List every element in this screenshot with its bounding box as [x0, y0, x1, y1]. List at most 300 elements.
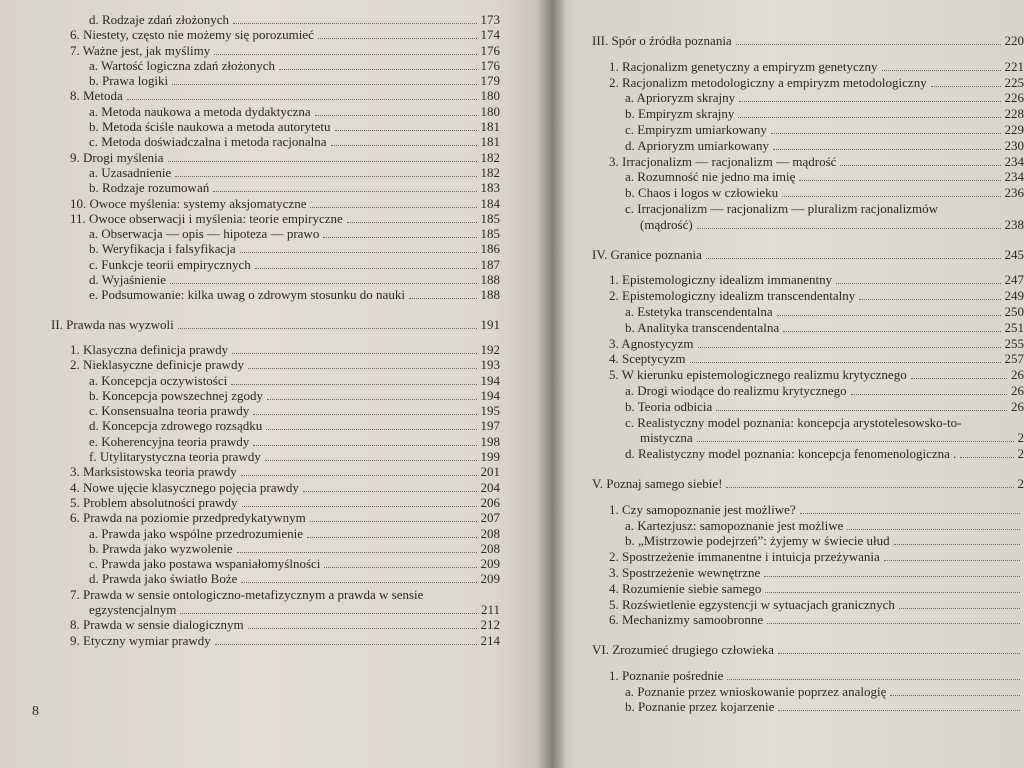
- toc-subsection[interactable]: [0, 134, 540, 149]
- toc-chapter[interactable]: [562, 642, 1024, 658]
- toc-section[interactable]: [0, 480, 540, 495]
- toc-entry-title: b. Prawa logiki: [89, 73, 169, 89]
- toc-section[interactable]: [0, 150, 540, 165]
- toc-page-number: 182: [480, 149, 500, 165]
- toc-page-number: 26: [1011, 367, 1024, 383]
- toc-entry-title: b. Poznanie przez kojarzenie: [625, 699, 775, 715]
- toc-section[interactable]: [0, 633, 540, 648]
- toc-entry-title: b. Rodzaje rozumowań: [89, 180, 210, 196]
- toc-chapter[interactable]: [0, 317, 540, 332]
- dot-leader: [253, 404, 476, 415]
- toc-entry-title: a. Wartość logiczna zdań złożonych: [89, 57, 276, 73]
- toc-section[interactable]: [0, 211, 540, 226]
- toc-page-number: 193: [480, 357, 500, 373]
- toc-section[interactable]: [0, 357, 540, 372]
- toc-entry-title: 4. Rozumienie siebie samego: [609, 580, 762, 596]
- toc-entry-title: 3. Marksistowska teoria prawdy: [70, 464, 237, 480]
- toc-entry-title: b. Chaos i logos w człowieku: [625, 185, 779, 201]
- dot-leader: [331, 135, 477, 146]
- dot-leader: [690, 352, 1001, 363]
- toc-entry-title: d. Koncepcja zdrowego rozsądku: [89, 418, 263, 434]
- toc-entry-title: mistyczna: [640, 430, 693, 446]
- toc-section[interactable]: [562, 668, 1024, 684]
- dot-leader: [884, 550, 1020, 561]
- toc-entry-title: c. Konsensualna teoria prawdy: [89, 403, 250, 419]
- dot-leader: [214, 44, 476, 55]
- toc-page-number: 176: [480, 42, 500, 58]
- dot-leader: [265, 450, 477, 461]
- toc-subsection[interactable]: [0, 241, 540, 256]
- toc-subsection[interactable]: [562, 518, 1024, 534]
- toc-page-number: 2: [1017, 430, 1024, 446]
- dot-leader: [178, 318, 477, 329]
- toc-entry-title: c. Metoda doświadczalna i metoda racjonalna: [89, 134, 327, 150]
- toc-page-number: 185: [480, 210, 500, 226]
- toc-section[interactable]: [0, 587, 540, 602]
- dot-leader: [175, 166, 476, 177]
- toc-page-number: 198: [480, 433, 500, 449]
- toc-section[interactable]: [0, 43, 540, 58]
- toc-page-number: 226: [1004, 90, 1024, 106]
- toc-subsection[interactable]: [562, 383, 1024, 399]
- toc-spacer: [562, 492, 1024, 502]
- toc-spacer: [0, 332, 540, 342]
- toc-entry-title: c. Realistyczny model poznania: koncepcja arystotelesowsko-to-: [625, 414, 962, 430]
- toc-entry-title: 5. W kierunku epistemologicznego realizmu krytycznego: [609, 367, 907, 383]
- toc-subsection[interactable]: [562, 201, 1024, 217]
- toc-section[interactable]: [562, 154, 1024, 170]
- toc-entry-title: 2. Spostrzeżenie immanentne i intuicja przeżywania: [609, 549, 880, 565]
- dot-leader: [240, 242, 477, 253]
- toc-page-number: 230: [1004, 137, 1024, 153]
- toc-entry-title: e. Koherencyjna teoria prawdy: [89, 433, 250, 449]
- toc-entry-title: 1. Epistemologiczny idealizm immanentny: [609, 272, 833, 288]
- toc-entry-title: (mądrość): [640, 216, 693, 232]
- toc-section[interactable]: [562, 75, 1024, 91]
- toc-entry-title: egzystencjalnym: [89, 601, 177, 617]
- toc-subsection[interactable]: [0, 287, 540, 302]
- toc-entry-title: III. Spór o źródła poznania: [592, 33, 732, 48]
- toc-spacer: [562, 628, 1024, 642]
- toc-section[interactable]: [0, 464, 540, 479]
- toc-page-number: 234: [1004, 153, 1024, 169]
- dot-leader: [255, 258, 477, 269]
- dot-leader: [777, 305, 1001, 316]
- toc-page-number: 186: [480, 241, 500, 257]
- toc-page-number: 238: [1004, 216, 1024, 232]
- toc-subsection[interactable]: [0, 556, 540, 571]
- dot-leader: [782, 186, 1000, 197]
- toc-entry-title: 2. Racjonalizm metodologiczny a empiryzm metodologiczny: [609, 74, 927, 90]
- toc-subsection[interactable]: [0, 403, 540, 418]
- dot-leader: [764, 566, 1020, 577]
- toc-page-number: 211: [480, 601, 500, 617]
- toc-entry-title: a. Metoda naukowa a metoda dydaktyczna: [89, 103, 311, 119]
- toc-entry-title: 8. Prawda w sensie dialogicznym: [70, 617, 244, 633]
- toc-page-number: 195: [480, 403, 500, 419]
- toc-section[interactable]: [562, 59, 1024, 75]
- toc-page-number: 173: [480, 12, 500, 27]
- toc-subsection[interactable]: [0, 434, 540, 449]
- toc-page-number: 234: [1004, 169, 1024, 185]
- toc-entry-title: 7. Prawda w sensie ontologiczno-metafizycznym a prawda w sensie: [70, 586, 424, 602]
- toc-subsection[interactable]: [562, 169, 1024, 185]
- toc-entry-title: a. Prawda jako wspólne przedrozumienie: [89, 525, 304, 541]
- toc-section[interactable]: [0, 196, 540, 211]
- toc-section[interactable]: [0, 495, 540, 510]
- toc-page-number: 199: [480, 449, 500, 465]
- dot-leader: [168, 151, 477, 162]
- toc-section[interactable]: [562, 336, 1024, 352]
- toc-section[interactable]: [0, 342, 540, 357]
- dot-leader: [847, 519, 1020, 530]
- toc-page-number: 192: [480, 341, 500, 357]
- toc-section[interactable]: [562, 351, 1024, 367]
- dot-leader: [253, 435, 476, 446]
- toc-subsection[interactable]: [0, 165, 540, 180]
- toc-page-number: 228: [1004, 106, 1024, 122]
- page-number: 8: [32, 704, 39, 719]
- toc-section[interactable]: [0, 27, 540, 42]
- toc-subsection[interactable]: [0, 104, 540, 119]
- toc-section[interactable]: [562, 581, 1024, 597]
- toc-entry-title: c. Irracjonalizm — racjonalizm — pluralizm racjonalizmów: [625, 200, 938, 216]
- toc-page-number: 26: [1011, 382, 1024, 398]
- toc-subsection[interactable]: [562, 533, 1024, 549]
- toc-subsection[interactable]: [0, 226, 540, 241]
- toc-spacer: [562, 262, 1024, 272]
- toc-page-number: 209: [480, 571, 500, 587]
- left-toc-list: [0, 0, 540, 648]
- toc-chapter[interactable]: [562, 33, 1024, 49]
- toc-page-number: 208: [480, 540, 500, 556]
- toc-entry-title: IV. Granice poznania: [592, 246, 702, 262]
- toc-spacer: [562, 49, 1024, 59]
- dot-leader: [172, 74, 476, 85]
- dot-leader: [851, 384, 1007, 395]
- toc-subsection[interactable]: [562, 122, 1024, 138]
- toc-entry-title: b. Empiryzm skrajny: [625, 106, 735, 122]
- toc-entry-title: a. Obserwacja — opis — hipoteza — prawo: [89, 226, 320, 242]
- toc-page-number: 206: [480, 494, 500, 510]
- toc-section[interactable]: [0, 617, 540, 632]
- toc-entry-title: b. Koncepcja powszechnej zgody: [89, 387, 263, 403]
- toc-entry-title: d. Rodzaje zdań złożonych: [89, 12, 230, 27]
- toc-entry-title: 6. Mechanizmy samoobronne: [609, 612, 764, 628]
- dot-leader: [267, 389, 477, 400]
- toc-subsection[interactable]: [0, 180, 540, 195]
- toc-entry-title: c. Funkcje teorii empirycznych: [89, 256, 251, 272]
- toc-entry-title: a. Koncepcja oczywistości: [89, 372, 228, 388]
- right-toc-list: [562, 0, 1024, 715]
- toc-subsection[interactable]: [0, 602, 540, 617]
- toc-page-number: 249: [1004, 288, 1024, 304]
- toc-entry-title: b. „Mistrzowie podejrzeń”: żyjemy w świecie ułud: [625, 533, 890, 549]
- toc-subsection[interactable]: [0, 388, 540, 403]
- toc-page-number: 197: [480, 418, 500, 434]
- toc-entry-title: b. Metoda ściśle naukowa a metoda autorytetu: [89, 119, 331, 135]
- toc-entry-title: b. Teoria odbicia: [625, 398, 713, 414]
- dot-leader: [716, 400, 1007, 411]
- toc-subsection[interactable]: [0, 73, 540, 88]
- toc-entry-title: e. Podsumowanie: kilka uwag o zdrowym stosunku do nauki: [89, 287, 405, 303]
- toc-page-number: 245: [1004, 246, 1024, 262]
- toc-entry-title: 3. Agnostycyzm: [609, 335, 694, 351]
- toc-entry-title: VI. Zrozumieć drugiego człowieka: [592, 642, 774, 658]
- toc-section[interactable]: [562, 612, 1024, 628]
- toc-page-number: 187: [480, 256, 500, 272]
- toc-subsection[interactable]: [0, 12, 540, 27]
- toc-page-number: 225: [1004, 74, 1024, 90]
- toc-spacer: [562, 658, 1024, 668]
- toc-section[interactable]: [562, 549, 1024, 565]
- toc-page-number: 26: [1011, 398, 1024, 414]
- toc-subsection[interactable]: [562, 399, 1024, 415]
- dot-leader: [765, 582, 1020, 593]
- toc-entry-title: 6. Niestety, często nie możemy się porozumieć: [70, 27, 314, 43]
- toc-entry-title: 7. Ważne jest, jak myślimy: [70, 42, 211, 58]
- toc-entry-title: d. Aprioryzm umiarkowany: [625, 137, 770, 153]
- toc-page-number: 2: [1017, 475, 1024, 491]
- dot-leader: [931, 76, 1001, 87]
- toc-entry-title: f. Utylitarystyczna teoria prawdy: [89, 449, 261, 465]
- toc-section[interactable]: [562, 502, 1024, 518]
- toc-entry-title: 10. Owoce myślenia: systemy aksjomatyczne: [70, 195, 307, 211]
- toc-page-number: 174: [480, 27, 500, 43]
- dot-leader: [727, 669, 1020, 680]
- toc-entry-title: II. Prawda nas wyzwoli: [51, 316, 174, 332]
- toc-page-number: 207: [480, 510, 500, 526]
- dot-leader: [324, 557, 476, 568]
- toc-page-number: 180: [480, 103, 500, 119]
- toc-subsection[interactable]: [562, 138, 1024, 154]
- toc-section[interactable]: [562, 272, 1024, 288]
- dot-leader: [237, 542, 477, 553]
- toc-subsection[interactable]: [0, 418, 540, 433]
- toc-page-number: 176: [480, 57, 500, 73]
- toc-page-number: 201: [480, 464, 500, 480]
- dot-leader: [697, 218, 1001, 229]
- toc-entry-title: d. Realistyczny model poznania: koncepcja fenomenologiczna .: [625, 446, 957, 462]
- toc-entry-title: 1. Racjonalizm genetyczny a empiryzm genetyczny: [609, 58, 878, 74]
- toc-page-number: 185: [480, 226, 500, 242]
- dot-leader: [323, 227, 476, 238]
- toc-page-number: 208: [480, 525, 500, 541]
- toc-entry-title: 1. Klasyczna definicja prawdy: [70, 341, 229, 357]
- toc-page-number: 191: [480, 316, 500, 332]
- dot-leader: [215, 634, 477, 645]
- toc-entry-title: 9. Etyczny wymiar prawdy: [70, 632, 211, 648]
- dot-leader: [213, 181, 476, 192]
- dot-leader: [778, 700, 1020, 711]
- toc-entry-title: 4. Nowe ujęcie klasycznego pojęcia prawdy: [70, 479, 299, 495]
- dot-leader: [778, 643, 1020, 654]
- dot-leader: [799, 170, 1000, 181]
- dot-leader: [318, 28, 477, 39]
- toc-entry-title: a. Rozumność nie jedno ma imię: [625, 169, 796, 185]
- toc-subsection[interactable]: [562, 446, 1024, 462]
- dot-leader: [347, 212, 477, 223]
- dot-leader: [736, 34, 1001, 45]
- toc-entry-title: 8. Metoda: [70, 88, 123, 104]
- dot-leader: [307, 527, 476, 538]
- toc-subsection[interactable]: [0, 257, 540, 272]
- toc-subsection[interactable]: [0, 526, 540, 541]
- toc-section[interactable]: [0, 510, 540, 525]
- toc-subsection[interactable]: [0, 449, 540, 464]
- toc-subsection[interactable]: [562, 699, 1024, 715]
- toc-page-number: 184: [480, 195, 500, 211]
- toc-entry-title: d. Prawda jako światło Boże: [89, 571, 238, 587]
- dot-leader: [310, 511, 477, 522]
- dot-leader: [899, 598, 1020, 609]
- toc-spacer: [562, 462, 1024, 476]
- toc-page-number: 257: [1004, 351, 1024, 367]
- toc-entry-title: 4. Sceptycyzm: [609, 351, 686, 367]
- dot-leader: [697, 431, 1014, 442]
- toc-entry-title: 2. Epistemologiczny idealizm transcendentalny: [609, 288, 856, 304]
- dot-leader: [127, 89, 477, 100]
- toc-subsection[interactable]: [562, 684, 1024, 700]
- toc-entry-title: c. Prawda jako postawa wspaniałomyślności: [89, 556, 321, 572]
- toc-page-number: 204: [480, 479, 500, 495]
- dot-leader: [335, 120, 477, 131]
- dot-leader: [882, 60, 1001, 71]
- toc-section[interactable]: [562, 597, 1024, 613]
- toc-page-number: 181: [480, 134, 500, 150]
- dot-leader: [242, 496, 477, 507]
- toc-spacer: [0, 303, 540, 317]
- toc-entry-title: c. Empiryzm umiarkowany: [625, 121, 767, 137]
- toc-entry-title: 1. Poznanie pośrednie: [609, 667, 724, 683]
- dot-leader: [726, 477, 1013, 488]
- dot-leader: [315, 105, 477, 116]
- dot-leader: [836, 273, 1000, 284]
- toc-entry-title: b. Analityka transcendentalna: [625, 319, 780, 335]
- toc-chapter[interactable]: [562, 247, 1024, 263]
- dot-leader: [840, 155, 1000, 166]
- dot-leader: [800, 503, 1020, 514]
- toc-section[interactable]: [562, 288, 1024, 304]
- dot-leader: [241, 465, 477, 476]
- toc-entry-title: 6. Prawda na poziomie przedpredykatywnym: [70, 510, 306, 526]
- toc-subsection[interactable]: [562, 415, 1024, 431]
- toc-page-number: 214: [480, 632, 500, 648]
- toc-entry-title: a. Drogi wiodące do realizmu krytycznego: [625, 382, 847, 398]
- toc-entry-title: 3. Spostrzeżenie wewnętrzne: [609, 564, 761, 580]
- toc-page-number: 180: [480, 88, 500, 104]
- toc-entry-title: b. Prawda jako wyzwolenie: [89, 540, 233, 556]
- toc-page-number: 251: [1004, 319, 1024, 335]
- dot-leader: [894, 534, 1020, 545]
- toc-page-number: 188: [480, 272, 500, 288]
- dot-leader: [890, 685, 1020, 696]
- dot-leader: [248, 358, 477, 369]
- toc-entry-title: a. Poznanie przez wnioskowanie poprzez analogię: [625, 683, 887, 699]
- toc-subsection[interactable]: [562, 320, 1024, 336]
- dot-leader: [739, 91, 1000, 102]
- toc-entry-title: 5. Rozświetlenie egzystencji w sytuacjach granicznych: [609, 596, 895, 612]
- toc-page-number: 179: [480, 73, 500, 89]
- dot-leader: [310, 197, 476, 208]
- dot-leader: [911, 368, 1007, 379]
- toc-entry-title: 3. Irracjonalizm — racjonalizm — mądrość: [609, 153, 837, 169]
- toc-subsection[interactable]: [562, 217, 1024, 233]
- toc-page-number: 220: [1004, 33, 1024, 48]
- toc-spacer: [562, 233, 1024, 247]
- toc-section[interactable]: [0, 88, 540, 103]
- toc-page-number: 221: [1004, 58, 1024, 74]
- toc-page-number: 194: [480, 372, 500, 388]
- toc-page-number: 183: [480, 180, 500, 196]
- toc-subsection[interactable]: [0, 272, 540, 287]
- dot-leader: [767, 613, 1020, 624]
- toc-section[interactable]: [562, 565, 1024, 581]
- toc-page-number: 2: [1017, 446, 1024, 462]
- dot-leader: [771, 123, 1001, 134]
- dot-leader: [706, 248, 1001, 259]
- toc-subsection[interactable]: [562, 90, 1024, 106]
- toc-entry-title: 5. Problem absolutności prawdy: [70, 494, 238, 510]
- toc-entry-title: 2. Nieklasyczne definicje prawdy: [70, 357, 244, 373]
- toc-entry-title: d. Wyjaśnienie: [89, 272, 166, 288]
- toc-page-number: 188: [480, 287, 500, 303]
- toc-entry-title: a. Uzasadnienie: [89, 164, 172, 180]
- toc-subsection[interactable]: [562, 430, 1024, 446]
- dot-leader: [233, 13, 476, 24]
- toc-page-number: 194: [480, 387, 500, 403]
- toc-subsection[interactable]: [0, 373, 540, 388]
- toc-entry-title: V. Poznaj samego siebie!: [592, 475, 723, 491]
- toc-entry-title: 9. Drogi myślenia: [70, 149, 164, 165]
- dot-leader: [783, 321, 1000, 332]
- toc-subsection[interactable]: [562, 185, 1024, 201]
- dot-leader: [231, 374, 476, 385]
- toc-page-number: 229: [1004, 121, 1024, 137]
- toc-subsection[interactable]: [562, 304, 1024, 320]
- toc-page-number: 181: [480, 119, 500, 135]
- toc-entry-title: b. Weryfikacja i falsyfikacja: [89, 241, 236, 257]
- dot-leader: [279, 59, 476, 70]
- dot-leader: [232, 343, 476, 354]
- toc-page-number: 250: [1004, 303, 1024, 319]
- toc-chapter[interactable]: [562, 476, 1024, 492]
- toc-subsection[interactable]: [0, 119, 540, 134]
- dot-leader: [773, 139, 1000, 150]
- dot-leader: [409, 288, 477, 299]
- toc-page-number: 247: [1004, 272, 1024, 288]
- toc-subsection[interactable]: [0, 571, 540, 586]
- toc-page-number: 182: [480, 164, 500, 180]
- right-page: [562, 0, 1024, 768]
- toc-subsection[interactable]: [0, 541, 540, 556]
- dot-leader: [266, 419, 476, 430]
- toc-section[interactable]: [562, 367, 1024, 383]
- toc-page-number: 209: [480, 556, 500, 572]
- dot-leader: [303, 481, 477, 492]
- toc-subsection[interactable]: [0, 58, 540, 73]
- toc-entry-title: a. Aprioryzm skrajny: [625, 90, 736, 106]
- toc-page-number: 236: [1004, 185, 1024, 201]
- toc-entry-title: a. Kartezjusz: samopoznanie jest możliwe: [625, 517, 844, 533]
- dot-leader: [241, 572, 476, 583]
- dot-leader: [859, 289, 1000, 300]
- dot-leader: [960, 447, 1013, 458]
- toc-page-number: 212: [480, 617, 500, 633]
- toc-subsection[interactable]: [562, 106, 1024, 122]
- toc-entry-title: a. Estetyka transcendentalna: [625, 303, 773, 319]
- dot-leader: [738, 107, 1000, 118]
